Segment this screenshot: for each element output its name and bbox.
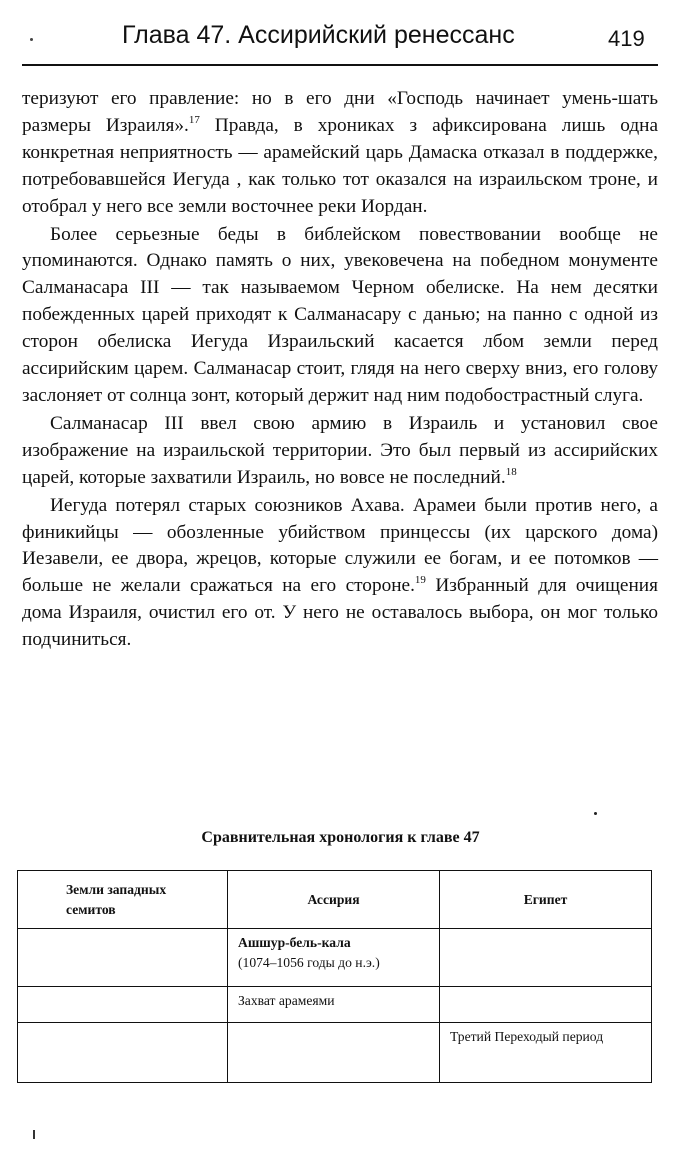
header-west-semites: Земли западных семитов bbox=[18, 871, 228, 929]
header-rule bbox=[22, 64, 658, 66]
stray-dot bbox=[594, 812, 597, 815]
paragraph-1-continuation: Правда, в хрониках з афиксирована лишь одна конкретная неприятность — арамейский царь Дамаска отказал в поддержке, потребовавшейся Иегуда , как только тот оказался на израильском троне, и отобрал у него все земли восточнее реки Иордан. bbox=[22, 114, 659, 217]
page-number: 419 bbox=[608, 26, 645, 51]
table-cell: Третий Переходый период bbox=[440, 1023, 652, 1083]
table-cell bbox=[440, 929, 652, 987]
table-cell bbox=[18, 929, 228, 987]
table-title: Сравнительная хронология к главе 47 bbox=[201, 829, 480, 846]
footnote-17: 17 bbox=[188, 113, 200, 126]
paragraph-1-text: теризуют его правление: но в его дни «Господь начинает умень-шать размеры Израиля». bbox=[22, 88, 658, 136]
header-assyria: Ассирия bbox=[228, 871, 440, 929]
header-egypt: Египет bbox=[440, 871, 652, 929]
table-cell bbox=[228, 1023, 440, 1083]
chronology-table bbox=[17, 870, 652, 1083]
paragraph-4 bbox=[22, 493, 658, 654]
table-row bbox=[18, 987, 652, 1023]
table-cell bbox=[228, 929, 440, 987]
table-cell bbox=[440, 987, 652, 1023]
table-header-row bbox=[18, 871, 652, 929]
table-row bbox=[18, 929, 652, 987]
paragraph-4-text: Иегуда потерял старых союзников Ахава. Арамеи были против него, а финикийцы — обозленные убийством принцессы (их царского дома) Иезавели, ее двора, жрецов, которые служили ее богам, и ее потомков — больше не желали сражаться на его стороне. bbox=[22, 494, 658, 597]
paragraph-2 bbox=[22, 222, 658, 410]
paragraph-4-continuation: Избранный для очищения дома Израиля, очистил его от. У него не оставалось выбора, он мог только подчиниться. bbox=[22, 575, 658, 651]
paragraph-3-text: Салманасар III ввел свою армию в Израиль и установил свое изображение на израильской территории. Это был первый из ассирийских царей, которые захватили Израиль, но вовсе не последний. bbox=[22, 412, 658, 488]
paragraph-3 bbox=[22, 411, 658, 492]
bottom-speck bbox=[33, 1130, 35, 1139]
footnote-18: 18 bbox=[505, 465, 517, 478]
page-header bbox=[0, 0, 681, 70]
table-cell bbox=[18, 987, 228, 1023]
header-speck bbox=[30, 38, 33, 41]
footnote-19: 19 bbox=[414, 574, 426, 587]
table-row bbox=[18, 1023, 652, 1083]
paragraph-1 bbox=[22, 86, 658, 221]
chapter-title: Глава 47. Ассирийский ренессанс bbox=[122, 21, 515, 49]
table-cell bbox=[18, 1023, 228, 1083]
assyrian-king-dates: (1074–1056 годы до н.э.) bbox=[238, 955, 380, 970]
assyrian-king-name: Ашшур-бель-кала bbox=[238, 935, 351, 950]
table-cell: Захват арамеями bbox=[228, 987, 440, 1023]
paragraph-2-text: Более серьезные беды в библейском повествовании вообще не упоминаются. Однако память о них, увековечена на победном монументе Салманасара III — так называемом Черном обелиске. На нем десятки побежденных царей приходят к Салманасару с данью; на панно с одной из сторон обелиска Иегуда Израильский касается лбом земли перед ассирийским царем. Салманасар стоит, глядя на него сверху вниз, его голову заслоняет от солнца зонт, который держит над ним подобострастный слуга. bbox=[22, 223, 658, 406]
body-text bbox=[22, 86, 658, 654]
